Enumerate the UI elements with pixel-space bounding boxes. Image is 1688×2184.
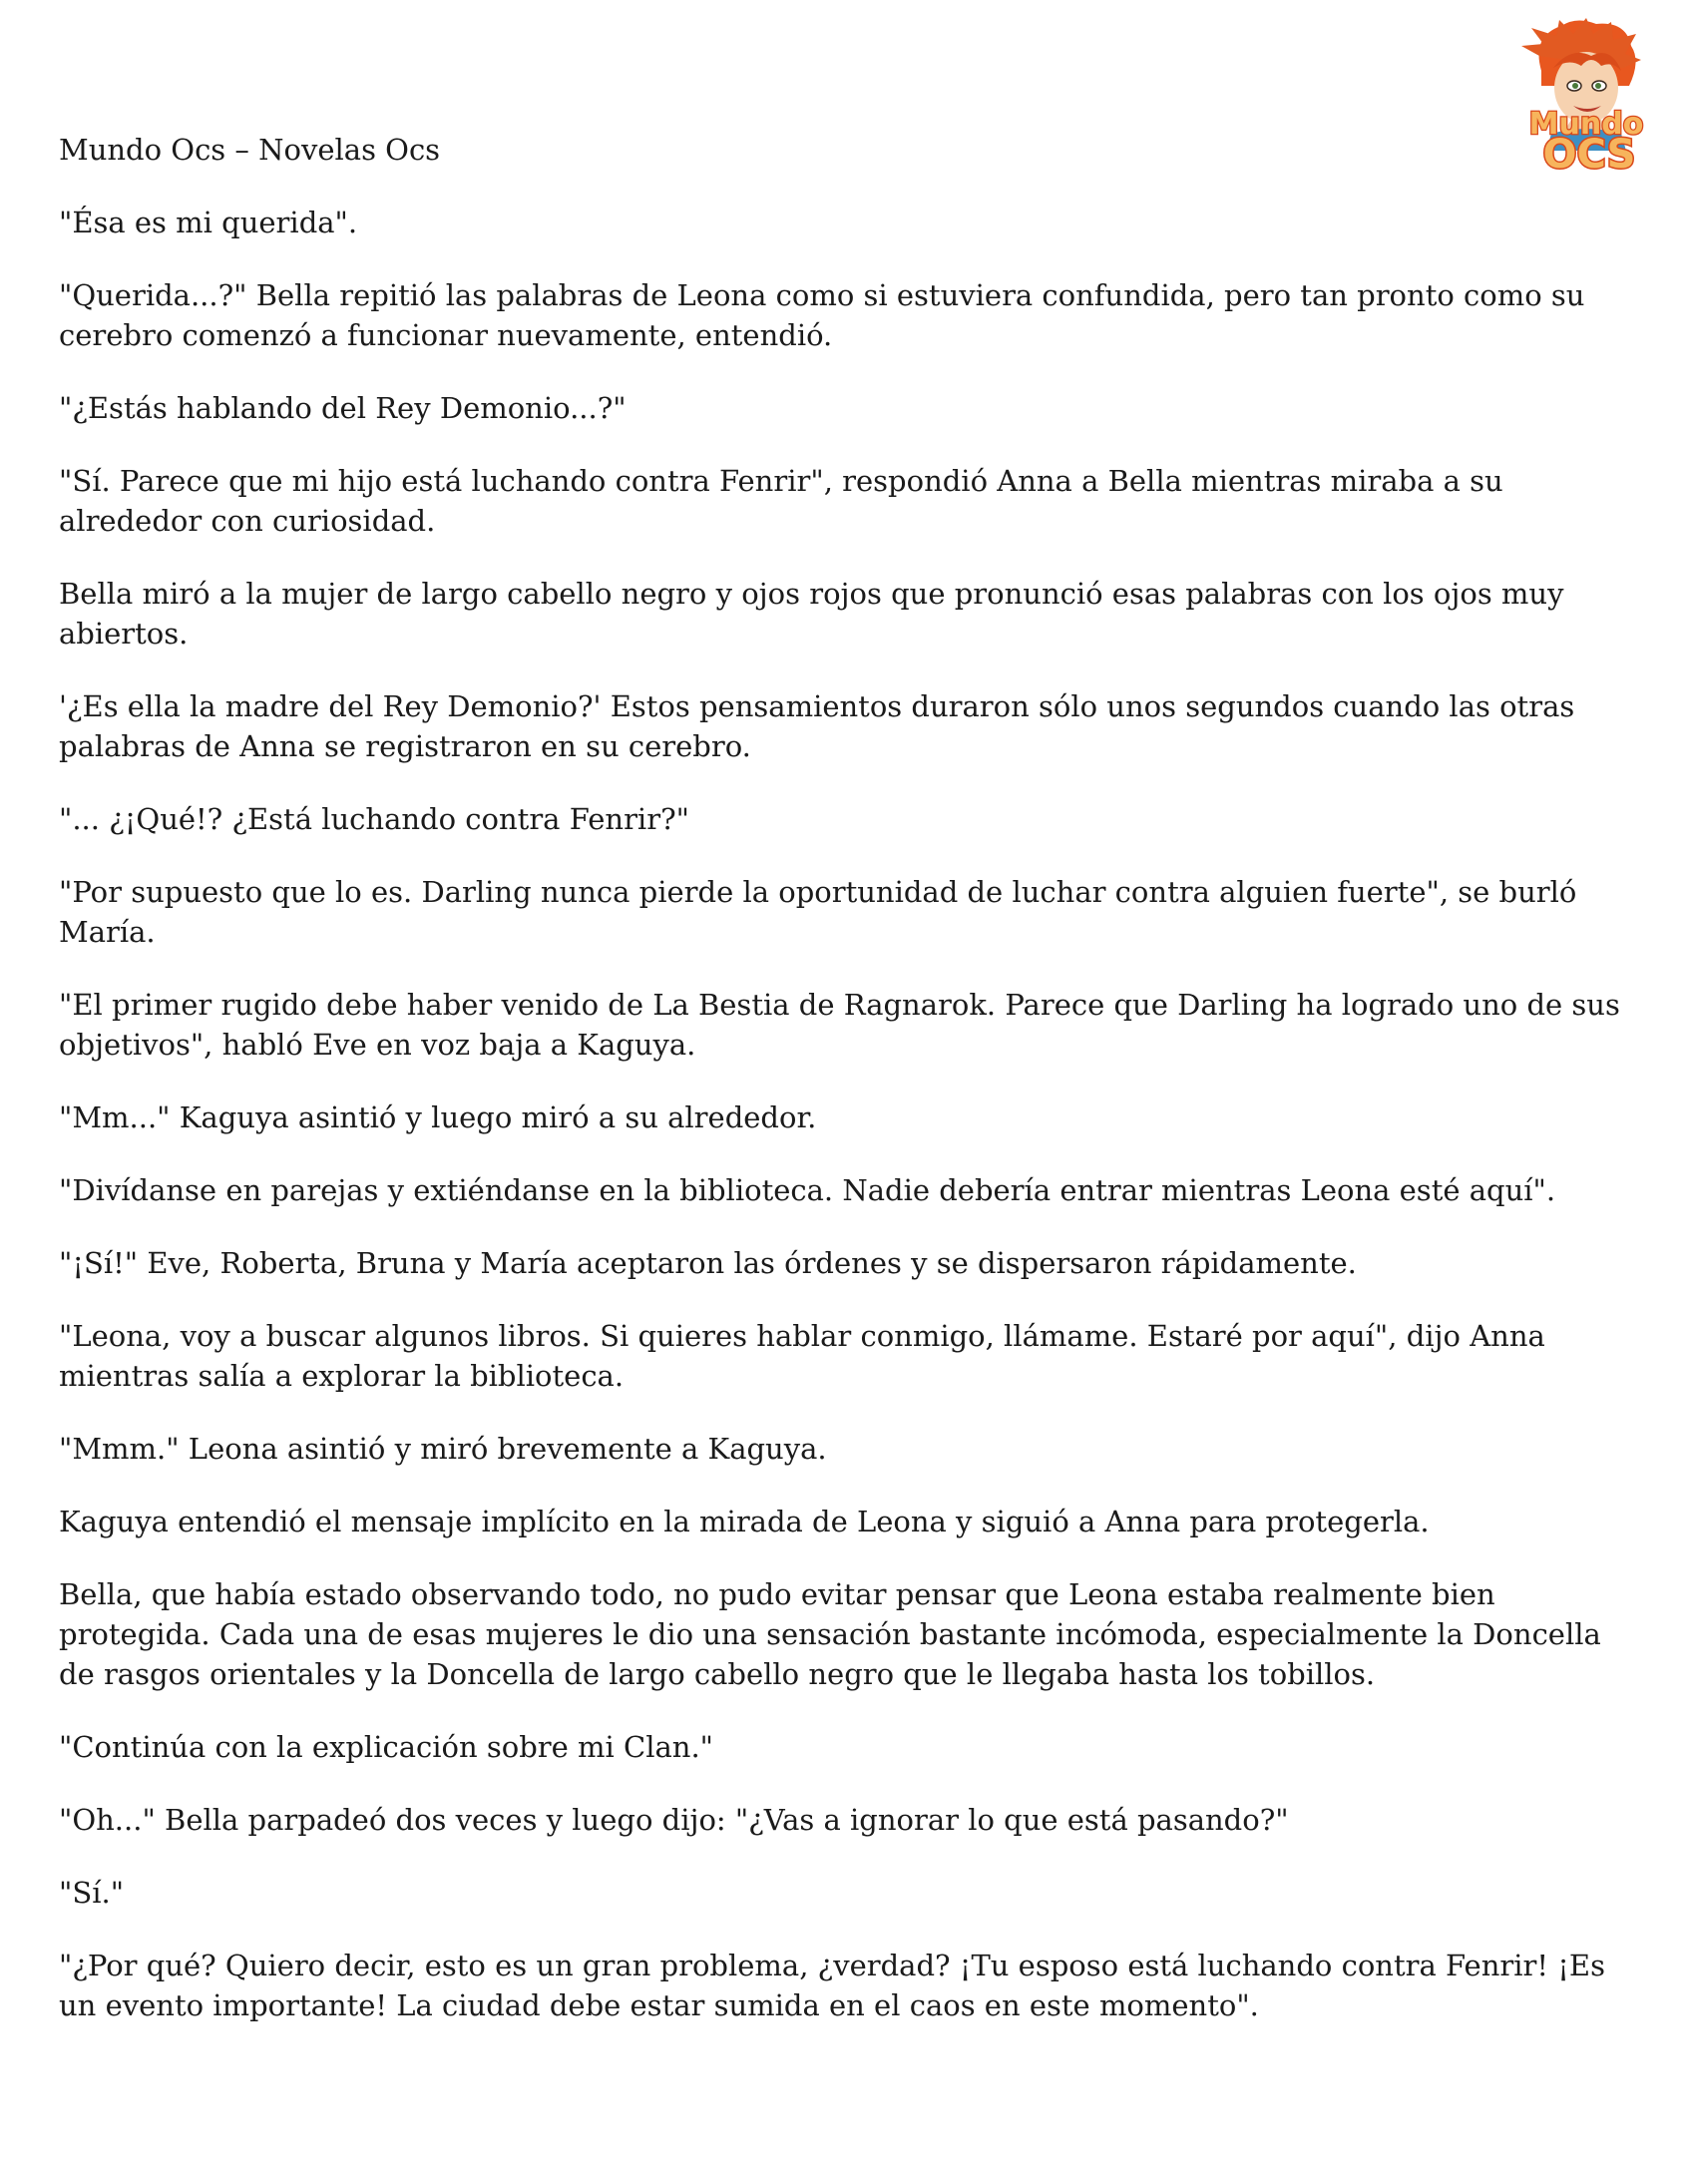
paragraph-10: "Mm..." Kaguya asintió y luego miró a su alrededor. [59, 1100, 817, 1134]
paragraph-17: "Continúa con la explicación sobre mi Clan." [59, 1730, 713, 1764]
svg-text:OCS: OCS [1542, 132, 1636, 176]
document-body [59, 130, 1645, 2058]
paragraph-3: "¿Estás hablando del Rey Demonio...?" [59, 391, 627, 425]
paragraph-11: "Divídanse en parejas y extiéndanse en la biblioteca. Nadie debería entrar mientras Leona esté aquí". [59, 1173, 1556, 1207]
paragraph-16: Bella, que había estado observando todo, no pudo evitar pensar que Leona estaba realmente bien protegida. Cada una de esas mujeres le dio una sensación bastante incómoda, especialmente la Doncella de rasgos orientales y la Doncella de largo cabello negro que le llegaba hasta los tobillos. [59, 1577, 1601, 1691]
paragraph-6: '¿Es ella la madre del Rey Demonio?' Estos pensamientos duraron sólo unos segundos cuando las otras palabras de Anna se registraron en su cerebro. [59, 689, 1575, 763]
paragraph-20: "¿Por qué? Quiero decir, esto es un gran problema, ¿verdad? ¡Tu esposo está luchando contra Fenrir! ¡Es un evento importante! La ciudad debe estar sumida en el caos en este momento". [59, 1949, 1605, 2022]
paragraph-18: "Oh..." Bella parpadeó dos veces y luego dijo: "¿Vas a ignorar lo que está pasando?" [59, 1803, 1289, 1837]
paragraph-9: "El primer rugido debe haber venido de La Bestia de Ragnarok. Parece que Darling ha logrado uno de sus objetivos", habló Eve en voz baja a Kaguya. [59, 988, 1620, 1062]
paragraph-5: Bella miró a la mujer de largo cabello negro y ojos rojos que pronunció esas palabras con los ojos muy abiertos. [59, 577, 1564, 651]
paragraph-2: "Querida...?" Bella repitió las palabras de Leona como si estuviera confundida, pero tan pronto como su cerebro comenzó a funcionar nuevamente, entendió. [59, 278, 1585, 352]
paragraph-12: "¡Sí!" Eve, Roberta, Bruna y María aceptaron las órdenes y se dispersaron rápidamente. [59, 1246, 1357, 1280]
svg-text:Mundo: Mundo [1528, 107, 1644, 142]
paragraph-14: "Mmm." Leona asintió y miró brevemente a Kaguya. [59, 1432, 827, 1466]
paragraph-8: "Por supuesto que lo es. Darling nunca pierde la oportunidad de luchar contra alguien fuerte", se burló María. [59, 875, 1577, 949]
source-header: Mundo Ocs – Novelas Ocs [59, 133, 441, 167]
paragraph-4: "Sí. Parece que mi hijo está luchando contra Fenrir", respondió Anna a Bella mientras miraba a su alrededor con curiosidad. [59, 464, 1503, 538]
paragraph-7: "... ¿¡Qué!? ¿Está luchando contra Fenrir?" [59, 802, 689, 836]
paragraph-19: "Sí." [59, 1876, 125, 1910]
paragraph-15: Kaguya entendió el mensaje implícito en la mirada de Leona y siguió a Anna para protegerla. [59, 1505, 1430, 1538]
paragraph-1: "Ésa es mi querida". [59, 206, 358, 239]
paragraph-13: "Leona, voy a buscar algunos libros. Si quieres hablar conmigo, llámame. Estaré por aquí", dijo Anna mientras salía a explorar la biblioteca. [59, 1319, 1545, 1393]
